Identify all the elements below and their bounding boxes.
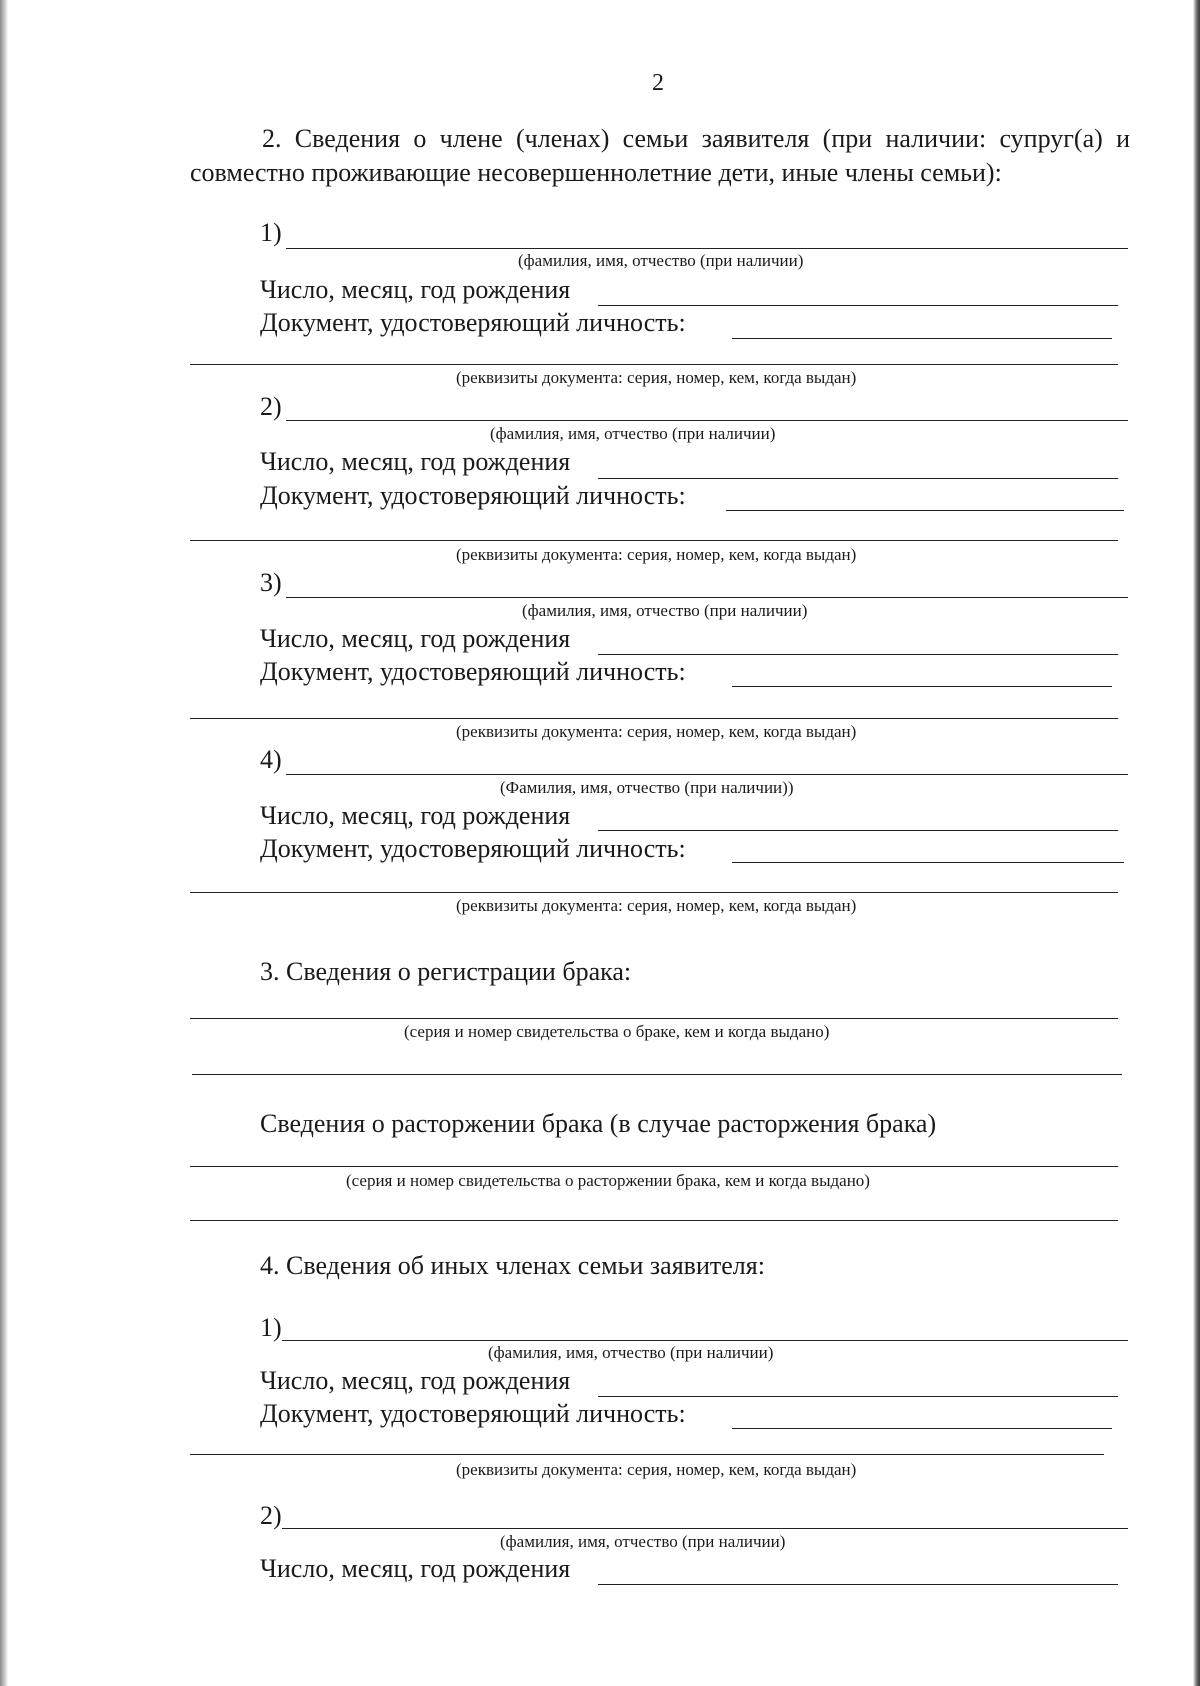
member-3-doc-field[interactable] [732,686,1112,687]
other-member-1-doc-field[interactable] [732,1428,1112,1429]
other-member-1-doc-details-field[interactable] [190,1454,1104,1455]
divorce-certificate-field[interactable] [190,1166,1118,1167]
other-member-1-number: 1) [260,1313,282,1342]
other-member-2-birth-field[interactable] [598,1584,1118,1585]
other-member-1-doc-caption: (реквизиты документа: серия, номер, кем, когда выдан) [456,1460,857,1479]
section-4-heading: 4. Сведения об иных членах семьи заявителя: [260,1251,765,1280]
divorce-heading: Сведения о расторжении брака (в случае расторжения брака) [260,1109,937,1138]
member-2-name-field[interactable] [286,420,1128,421]
other-member-2-birth-label: Число, месяц, год рождения [260,1554,571,1583]
divorce-certificate-field-2[interactable] [190,1220,1118,1221]
divorce-certificate-caption: (серия и номер свидетельства о расторжении брака, кем и когда выдано) [346,1171,870,1190]
member-3-number: 3) [260,568,282,597]
member-1-birth-label: Число, месяц, год рождения [260,275,571,304]
member-4-name-field[interactable] [286,774,1128,775]
member-3-doc-label: Документ, удостоверяющий личность: [260,657,686,686]
member-2-name-caption: (фамилия, имя, отчество (при наличии) [490,424,776,443]
member-2-birth-label: Число, месяц, год рождения [260,447,571,476]
member-3-doc-caption: (реквизиты документа: серия, номер, кем, когда выдан) [456,722,857,741]
member-4-name-caption: (Фамилия, имя, отчество (при наличии)) [500,778,794,797]
other-member-2-name-caption: (фамилия, имя, отчество (при наличии) [500,1532,786,1551]
member-4-doc-details-field[interactable] [190,892,1118,893]
member-2-doc-label: Документ, удостоверяющий личность: [260,481,686,510]
member-2-doc-details-field[interactable] [190,540,1118,541]
marriage-certificate-field[interactable] [190,1018,1118,1019]
member-2-doc-field[interactable] [726,510,1124,511]
section-2-heading: 2. Сведения о члене (членах) семьи заявителя (при наличии: супруг(а) и совместно проживающие несовершеннолетние дети, иные члены семьи): [190,124,1130,187]
member-4-doc-caption: (реквизиты документа: серия, номер, кем, когда выдан) [456,896,857,915]
member-3-name-field[interactable] [286,597,1128,598]
marriage-certificate-field-2[interactable] [192,1074,1122,1075]
member-3-birth-label: Число, месяц, год рождения [260,624,571,653]
member-4-number: 4) [260,745,282,774]
member-1-doc-field[interactable] [732,338,1112,339]
member-1-name-field[interactable] [286,248,1128,249]
member-1-name-caption: (фамилия, имя, отчество (при наличии) [518,251,804,270]
member-1-doc-details-field[interactable] [190,364,1118,365]
other-member-2-name-field[interactable] [282,1528,1128,1529]
member-3-doc-details-field[interactable] [190,718,1118,719]
member-4-doc-field[interactable] [732,862,1124,863]
member-2-number: 2) [260,392,282,421]
marriage-certificate-caption: (серия и номер свидетельства о браке, кем и когда выдано) [404,1022,830,1041]
page-number: 2 [652,70,664,96]
other-member-1-birth-label: Число, месяц, год рождения [260,1366,571,1395]
other-member-1-name-caption: (фамилия, имя, отчество (при наличии) [488,1343,774,1362]
member-3-name-caption: (фамилия, имя, отчество (при наличии) [522,601,808,620]
member-1-number: 1) [260,218,282,247]
member-2-doc-caption: (реквизиты документа: серия, номер, кем, когда выдан) [456,545,857,564]
section-3-heading: 3. Сведения о регистрации брака: [260,957,632,986]
member-4-birth-field[interactable] [598,830,1118,831]
member-4-birth-label: Число, месяц, год рождения [260,801,571,830]
member-4-doc-label: Документ, удостоверяющий личность: [260,834,686,863]
other-member-1-doc-label: Документ, удостоверяющий личность: [260,1399,686,1428]
member-1-doc-label: Документ, удостоверяющий личность: [260,308,686,337]
scan-edge-left [0,0,8,1686]
other-member-1-name-field[interactable] [282,1340,1128,1341]
other-member-2-number: 2) [260,1501,282,1530]
member-1-doc-caption: (реквизиты документа: серия, номер, кем, когда выдан) [456,368,857,387]
scan-edge-right [1193,0,1200,1686]
